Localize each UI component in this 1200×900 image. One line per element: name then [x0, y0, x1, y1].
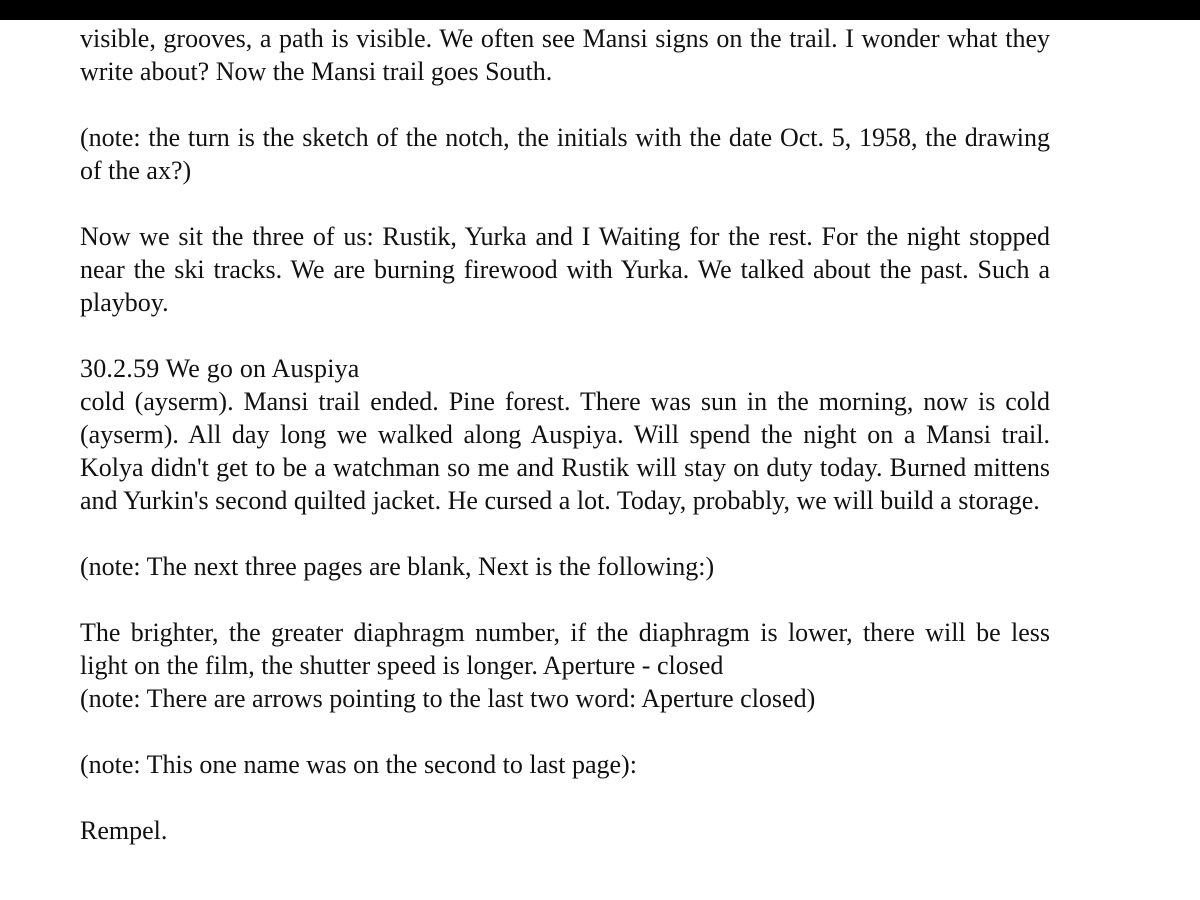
entry-date-heading: 30.2.59 We go on Auspiya [80, 354, 360, 383]
top-edge-bar [0, 0, 1200, 20]
note-blank-pages: (note: The next three pages are blank, Next is the following:) [80, 552, 715, 581]
paragraph-diaphragm: The brighter, the greater diaphragm number, if the diaphragm is lower, there will be less light on the film, the shutter speed is longer. Aperture - closed [80, 618, 1050, 680]
note-arrows: (note: There are arrows pointing to the last two word: Aperture closed) [80, 684, 816, 713]
name-rempel: Rempel. [80, 816, 168, 845]
paragraph-auspiya: cold (ayserm). Mansi trail ended. Pine forest. There was sun in the morning, now is cold (ayserm). All day long we walked along Auspiya. Will spend the night on a Mansi trail. Kolya didn't get to be a watchman so me and Rustik will stay on duty today. Burned mittens and Yurkin's second quilted jacket. He cursed a lot. Today, probably, we will build a storage. [80, 387, 1050, 515]
paragraph-mansi-trail: visible, grooves, a path is visible. We often see Mansi signs on the trail. I wonder what they write about? Now the Mansi trail goes South. [80, 24, 1050, 86]
note-name-page: (note: This one name was on the second to last page): [80, 750, 637, 779]
document-page [80, 22, 1050, 847]
note-sketch-notch: (note: the turn is the sketch of the notch, the initials with the date Oct. 5, 1958, the drawing of the ax?) [80, 123, 1050, 185]
paragraph-waiting: Now we sit the three of us: Rustik, Yurka and I Waiting for the rest. For the night stopped near the ski tracks. We are burning firewood with Yurka. We talked about the past. Such a playboy. [80, 222, 1050, 317]
